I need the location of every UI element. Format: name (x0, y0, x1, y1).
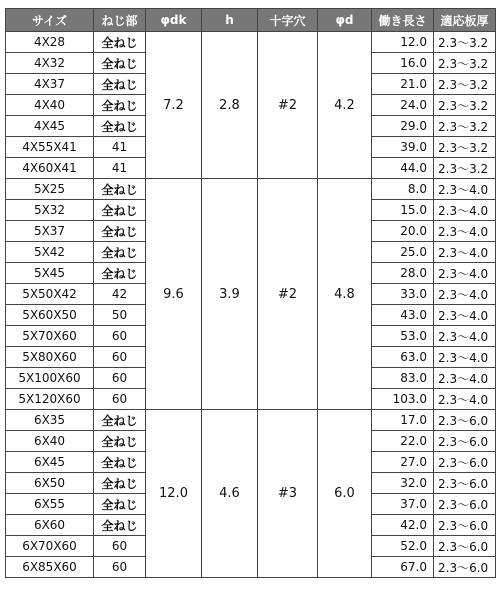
plate-range-cell: 2.3～3.2 (434, 95, 496, 116)
working-length-cell: 33.0 (372, 284, 434, 305)
header-cross-recess: 十字穴 (258, 9, 318, 32)
plate-range-cell: 2.3～3.2 (434, 137, 496, 158)
working-length-cell: 37.0 (372, 494, 434, 515)
table-row (6, 410, 496, 431)
plate-range-cell: 2.3～4.0 (434, 284, 496, 305)
thread-cell: 41 (94, 137, 146, 158)
head-diameter-cell: 7.2 (146, 32, 202, 179)
thread-cell: 60 (94, 389, 146, 410)
thread-cell: 全ねじ (94, 473, 146, 494)
thread-cell: 全ねじ (94, 431, 146, 452)
plate-range-cell: 2.3～3.2 (434, 116, 496, 137)
thread-cell: 60 (94, 368, 146, 389)
plate-range-cell: 2.3～4.0 (434, 221, 496, 242)
size-cell: 4X40 (6, 95, 94, 116)
plate-range-cell: 2.3～4.0 (434, 242, 496, 263)
working-length-cell: 25.0 (372, 242, 434, 263)
size-cell: 5X100X60 (6, 368, 94, 389)
plate-range-cell: 2.3～6.0 (434, 410, 496, 431)
size-cell: 6X60 (6, 515, 94, 536)
thread-cell: 41 (94, 158, 146, 179)
head-height-cell: 4.6 (202, 410, 258, 578)
plate-range-cell: 2.3～4.0 (434, 200, 496, 221)
cross-recess-cell: #2 (258, 179, 318, 410)
size-cell: 5X25 (6, 179, 94, 200)
thread-cell: 全ねじ (94, 410, 146, 431)
working-length-cell: 20.0 (372, 221, 434, 242)
thread-cell: 全ねじ (94, 452, 146, 473)
size-cell: 6X40 (6, 431, 94, 452)
working-length-cell: 21.0 (372, 74, 434, 95)
working-length-cell: 17.0 (372, 410, 434, 431)
spec-table (5, 8, 496, 578)
header-head-diameter: φdk (146, 9, 202, 32)
table-body (6, 32, 496, 578)
working-length-cell: 103.0 (372, 389, 434, 410)
thread-cell: 60 (94, 326, 146, 347)
size-cell: 4X45 (6, 116, 94, 137)
plate-range-cell: 2.3～4.0 (434, 179, 496, 200)
thread-cell: 全ねじ (94, 242, 146, 263)
size-cell: 5X70X60 (6, 326, 94, 347)
size-cell: 6X70X60 (6, 536, 94, 557)
working-length-cell: 39.0 (372, 137, 434, 158)
size-cell: 5X37 (6, 221, 94, 242)
size-cell: 6X35 (6, 410, 94, 431)
header-head-height: h (202, 9, 258, 32)
plate-range-cell: 2.3～6.0 (434, 515, 496, 536)
working-length-cell: 43.0 (372, 305, 434, 326)
plate-range-cell: 2.3～6.0 (434, 452, 496, 473)
working-length-cell: 53.0 (372, 326, 434, 347)
header-thread: ねじ部 (94, 9, 146, 32)
table-row (6, 32, 496, 53)
working-length-cell: 28.0 (372, 263, 434, 284)
plate-range-cell: 2.3～6.0 (434, 536, 496, 557)
working-length-cell: 24.0 (372, 95, 434, 116)
size-cell: 5X50X42 (6, 284, 94, 305)
thread-cell: 60 (94, 557, 146, 578)
size-cell: 4X32 (6, 53, 94, 74)
plate-range-cell: 2.3～6.0 (434, 473, 496, 494)
working-length-cell: 52.0 (372, 536, 434, 557)
thread-cell: 42 (94, 284, 146, 305)
plate-range-cell: 2.3～3.2 (434, 53, 496, 74)
working-length-cell: 22.0 (372, 431, 434, 452)
size-cell: 6X45 (6, 452, 94, 473)
size-cell: 5X32 (6, 200, 94, 221)
size-cell: 5X60X50 (6, 305, 94, 326)
head-height-cell: 3.9 (202, 179, 258, 410)
plate-range-cell: 2.3～3.2 (434, 158, 496, 179)
size-cell: 5X45 (6, 263, 94, 284)
size-cell: 4X60X41 (6, 158, 94, 179)
working-length-cell: 63.0 (372, 347, 434, 368)
working-length-cell: 32.0 (372, 473, 434, 494)
head-diameter-cell: 12.0 (146, 410, 202, 578)
working-length-cell: 67.0 (372, 557, 434, 578)
size-cell: 4X55X41 (6, 137, 94, 158)
plate-range-cell: 2.3～6.0 (434, 557, 496, 578)
plate-range-cell: 2.3～3.2 (434, 74, 496, 95)
head-height-cell: 2.8 (202, 32, 258, 179)
thread-cell: 全ねじ (94, 74, 146, 95)
thread-cell: 60 (94, 536, 146, 557)
shank-diameter-cell: 4.8 (318, 179, 372, 410)
working-length-cell: 42.0 (372, 515, 434, 536)
working-length-cell: 27.0 (372, 452, 434, 473)
thread-cell: 全ねじ (94, 200, 146, 221)
plate-range-cell: 2.3～4.0 (434, 326, 496, 347)
size-cell: 4X28 (6, 32, 94, 53)
working-length-cell: 29.0 (372, 116, 434, 137)
thread-cell: 全ねじ (94, 95, 146, 116)
working-length-cell: 83.0 (372, 368, 434, 389)
plate-range-cell: 2.3～4.0 (434, 305, 496, 326)
thread-cell: 全ねじ (94, 515, 146, 536)
working-length-cell: 15.0 (372, 200, 434, 221)
size-cell: 6X85X60 (6, 557, 94, 578)
plate-range-cell: 2.3～4.0 (434, 389, 496, 410)
header-row (6, 9, 496, 32)
plate-range-cell: 2.3～3.2 (434, 32, 496, 53)
thread-cell: 全ねじ (94, 263, 146, 284)
size-cell: 6X50 (6, 473, 94, 494)
plate-range-cell: 2.3～4.0 (434, 347, 496, 368)
plate-range-cell: 2.3～4.0 (434, 368, 496, 389)
shank-diameter-cell: 4.2 (318, 32, 372, 179)
thread-cell: 全ねじ (94, 179, 146, 200)
size-cell: 4X37 (6, 74, 94, 95)
size-cell: 5X80X60 (6, 347, 94, 368)
shank-diameter-cell: 6.0 (318, 410, 372, 578)
header-plate-range: 適応板厚 (434, 9, 496, 32)
thread-cell: 全ねじ (94, 494, 146, 515)
cross-recess-cell: #3 (258, 410, 318, 578)
thread-cell: 全ねじ (94, 116, 146, 137)
thread-cell: 50 (94, 305, 146, 326)
working-length-cell: 16.0 (372, 53, 434, 74)
cross-recess-cell: #2 (258, 32, 318, 179)
working-length-cell: 44.0 (372, 158, 434, 179)
size-cell: 5X42 (6, 242, 94, 263)
plate-range-cell: 2.3～6.0 (434, 431, 496, 452)
size-cell: 6X55 (6, 494, 94, 515)
header-working-length: 働き長さ (372, 9, 434, 32)
thread-cell: 全ねじ (94, 32, 146, 53)
size-cell: 5X120X60 (6, 389, 94, 410)
header-shank-diameter: φd (318, 9, 372, 32)
plate-range-cell: 2.3～6.0 (434, 494, 496, 515)
plate-range-cell: 2.3～4.0 (434, 263, 496, 284)
header-size: サイズ (6, 9, 94, 32)
working-length-cell: 12.0 (372, 32, 434, 53)
head-diameter-cell: 9.6 (146, 179, 202, 410)
thread-cell: 全ねじ (94, 221, 146, 242)
table-row (6, 179, 496, 200)
working-length-cell: 8.0 (372, 179, 434, 200)
thread-cell: 60 (94, 347, 146, 368)
thread-cell: 全ねじ (94, 53, 146, 74)
